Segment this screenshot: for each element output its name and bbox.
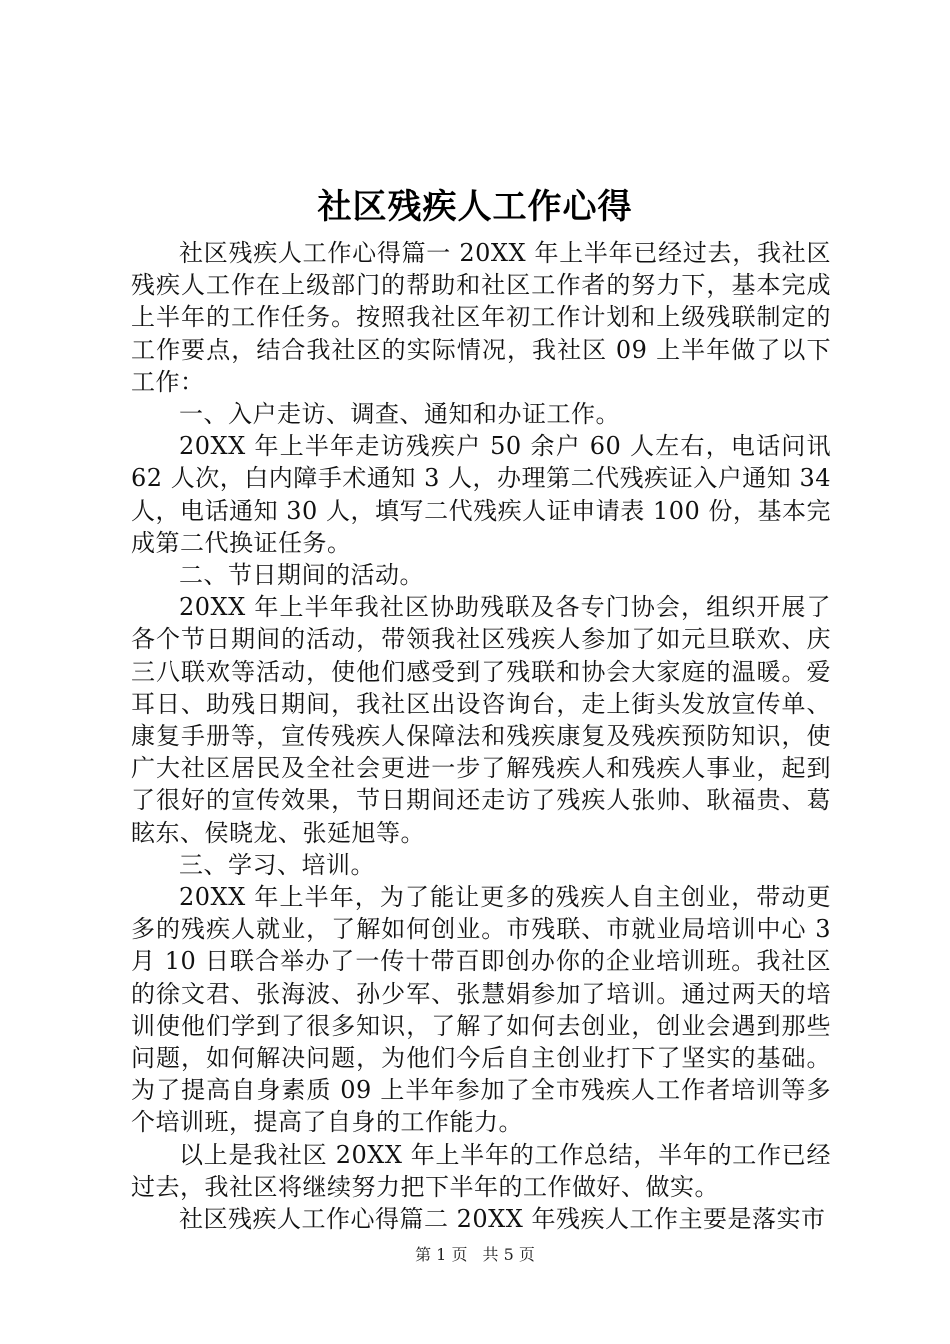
- section-heading-holidays: 二、节日期间的活动。: [179, 561, 424, 590]
- section-heading-training: 三、学习、培训。: [179, 850, 375, 879]
- paragraph-training: 20XX 年上半年，为了能让更多的残疾人自主创业，带动更多的残疾人就业，了解如何创业。市残联、市就业局培训中心 3 月 10 日联合举办了一传十带百即创办你的企业培训班。我社区的徐文君、张海波、孙少军、张慧娟参加了培训。通过两天的培训使他们学到了很多知识，了解了如何去创业，创业会遇到那些问题，如何解决问题，为他们今后自主创业打下了坚实的基础。为了提高自身素质 09 上半年参加了全市残疾人工作者培训等多个培训班，提高了自身的工作能力。: [131, 883, 831, 1137]
- paragraph-part-two: 社区残疾人工作心得篇二 20XX 年残疾人工作主要是落实市: [179, 1205, 826, 1234]
- paragraph-summary: 以上是我社区 20XX 年上半年的工作总结，半年的工作已经过去，我社区将继续努力把下半年的工作做好、做实。: [131, 1140, 831, 1201]
- page-number: 第 1 页: [415, 1245, 468, 1264]
- document-body: [131, 237, 831, 1235]
- document-title: 社区残疾人工作心得: [317, 187, 633, 227]
- paragraph-intro: 社区残疾人工作心得篇一 20XX 年上半年已经过去，我社区残疾人工作在上级部门的帮助和社区工作者的努力下，基本完成上半年的工作任务。按照我社区年初工作计划和上级残联制定的工作要点，结合我社区的实际情况，我社区 09 上半年做了以下工作：: [131, 239, 831, 396]
- page-total: 共 5 页: [482, 1245, 535, 1264]
- paragraph-holidays: 20XX 年上半年我社区协助残联及各专门协会，组织开展了各个节日期间的活动，带领我社区残疾人参加了如元旦联欢、庆三八联欢等活动，使他们感受到了残联和协会大家庭的温暖。爱耳日、助残日期间，我社区出设咨询台，走上街头发放宣传单、康复手册等，宣传残疾人保障法和残疾康复及残疾预防知识，使广大社区居民及全社会更进一步了解残疾人和残疾人事业，起到了很好的宣传效果，节日期间还走访了残疾人张帅、耿福贵、葛眩东、侯晓龙、张延旭等。: [131, 593, 831, 847]
- page-footer: [0, 1244, 950, 1266]
- paragraph-visits: 20XX 年上半年走访残疾户 50 余户 60 人左右，电话问讯 62 人次，白内障手术通知 3 人，办理第二代残疾证入户通知 34 人，电话通知 30 人，填写二代残疾人证申请表 100 份，基本完成第二代换证任务。: [131, 432, 831, 557]
- section-heading-visits: 一、入户走访、调查、通知和办证工作。: [179, 400, 620, 429]
